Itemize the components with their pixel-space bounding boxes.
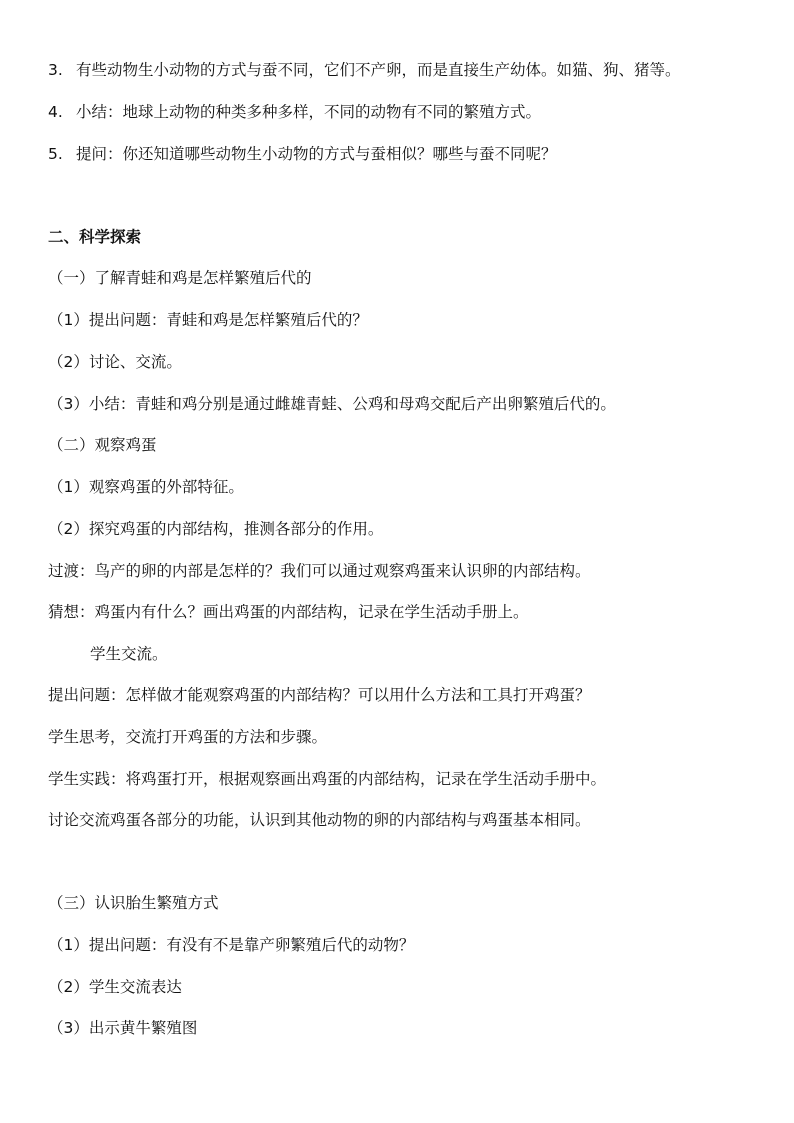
part1-step-2: （2）讨论、交流。 bbox=[48, 353, 182, 371]
part3-step-3: （3）出示黄牛繁殖图 bbox=[48, 1019, 198, 1037]
list-item-3 bbox=[48, 59, 681, 81]
list-number: 5. bbox=[48, 145, 63, 163]
list-text: 小结：地球上动物的种类多种多样，不同的动物有不同的繁殖方式。 bbox=[76, 103, 542, 121]
paragraph-guess: 猜想：鸡蛋内有什么？画出鸡蛋的内部结构，记录在学生活动手册上。 bbox=[48, 603, 529, 621]
list-number: 3. bbox=[48, 61, 63, 79]
part3-step-1: （1）提出问题：有没有不是靠产卵繁殖后代的动物？ bbox=[48, 936, 415, 954]
paragraph-student-practice: 学生实践：将鸡蛋打开，根据观察画出鸡蛋的内部结构，记录在学生活动手册中。 bbox=[48, 770, 607, 788]
section-heading: 二、科学探索 bbox=[48, 228, 142, 246]
paragraph-question: 提出问题：怎样做才能观察鸡蛋的内部结构？可以用什么方法和工具打开鸡蛋？ bbox=[48, 686, 591, 704]
paragraph-student-exchange: 学生交流。 bbox=[90, 645, 168, 663]
list-text: 提问：你还知道哪些动物生小动物的方式与蚕相似？哪些与蚕不同呢？ bbox=[76, 145, 557, 163]
list-text: 有些动物生小动物的方式与蚕不同，它们不产卵，而是直接生产幼体。如猫、狗、猪等。 bbox=[76, 61, 681, 79]
part1-step-3: （3）小结：青蛙和鸡分别是通过雌雄青蛙、公鸡和母鸡交配后产出卵繁殖后代的。 bbox=[48, 395, 616, 413]
part1-title: （一）了解青蛙和鸡是怎样繁殖后代的 bbox=[48, 269, 312, 287]
paragraph-discussion: 讨论交流鸡蛋各部分的功能，认识到其他动物的卵的内部结构与鸡蛋基本相同。 bbox=[48, 811, 591, 829]
list-number: 4. bbox=[48, 103, 63, 121]
part2-step-2: （2）探究鸡蛋的内部结构，推测各部分的作用。 bbox=[48, 520, 384, 538]
list-item-5 bbox=[48, 143, 557, 165]
paragraph-student-think: 学生思考，交流打开鸡蛋的方法和步骤。 bbox=[48, 728, 328, 746]
part3-step-2: （2）学生交流表达 bbox=[48, 978, 182, 996]
part2-title: （二）观察鸡蛋 bbox=[48, 436, 157, 454]
part3-title: （三）认识胎生繁殖方式 bbox=[48, 894, 219, 912]
part1-step-1: （1）提出问题：青蛙和鸡是怎样繁殖后代的？ bbox=[48, 311, 368, 329]
paragraph-transition: 过渡：鸟产的卵的内部是怎样的？我们可以通过观察鸡蛋来认识卵的内部结构。 bbox=[48, 562, 591, 580]
part2-step-1: （1）观察鸡蛋的外部特征。 bbox=[48, 478, 244, 496]
list-item-4 bbox=[48, 101, 541, 123]
